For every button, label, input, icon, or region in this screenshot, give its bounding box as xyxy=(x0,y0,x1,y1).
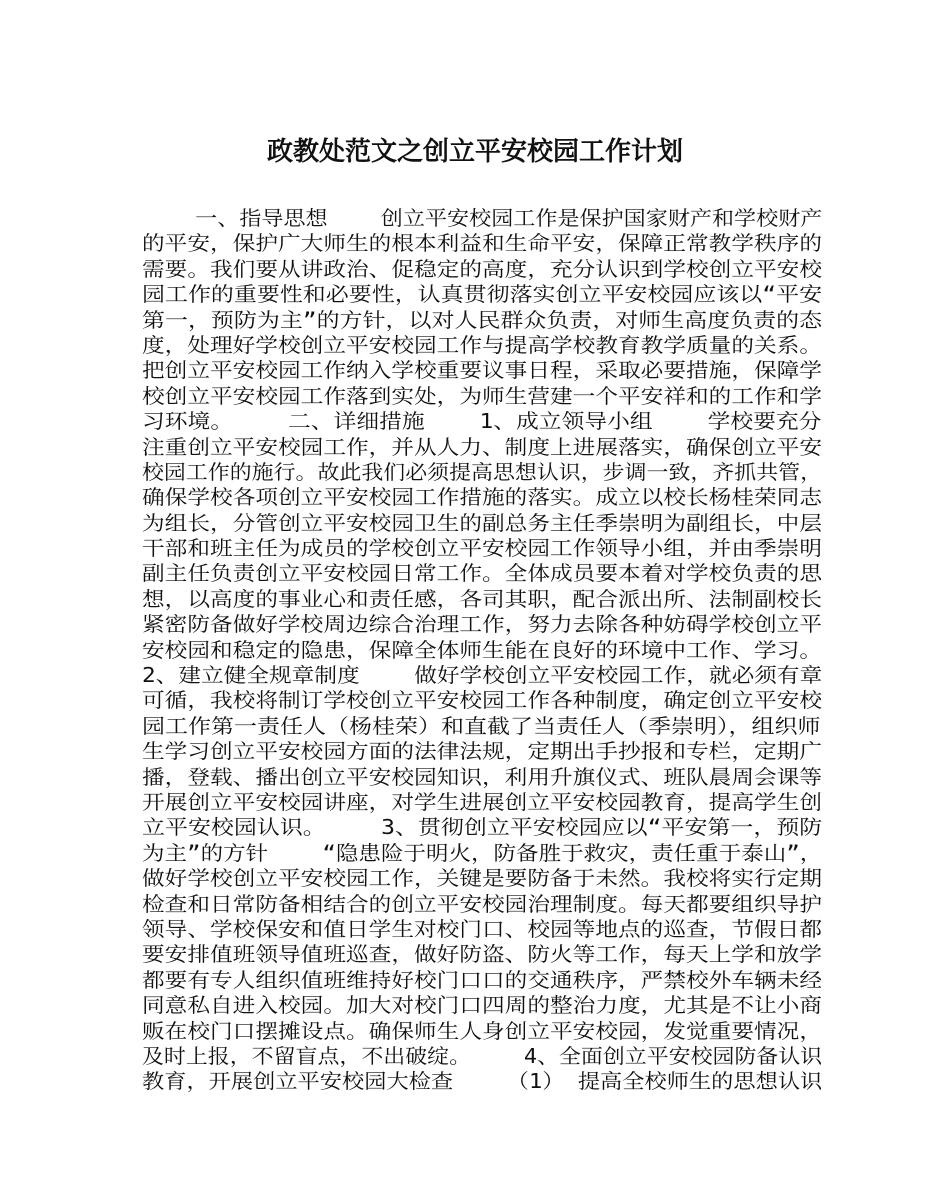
body-text-line: 园工作的重要性和必要性，认真贯彻落实创立平安校园应该以“平安 xyxy=(142,282,823,307)
body-text-line: 播，登载、播出创立平安校园知识，利用升旗仪式、班队晨周会课等 xyxy=(142,764,822,789)
body-text-line: 贩在校门口摆摊设点。确保师生人身创立平安校园，发觉重要情况， xyxy=(142,1018,822,1043)
body-text-line: 领导、学校保安和值日学生对校门口、校园等地点的巡查，节假日都 xyxy=(142,916,822,941)
body-text-line: 把创立平安校园工作纳入学校重要议事日程，采取必要措施，保障学 xyxy=(142,358,822,383)
body-text-line: 园工作第一责任人（杨桂荣）和直截了当责任人（季崇明），组织师 xyxy=(142,713,821,738)
body-text-line: 2、建立健全规章制度 做好学校创立平安校园工作，就必须有章 xyxy=(142,663,823,688)
body-text-line: 为组长，分管创立平安校园卫生的副总务主任季崇明为副组长，中层 xyxy=(142,510,822,535)
document-title: 政教处范文之创立平安校园工作计划 xyxy=(266,137,683,167)
body-text-line: 干部和班主任为成员的学校创立平安校园工作领导小组，并由季崇明 xyxy=(142,536,822,561)
body-text-line: 第一，预防为主”的方针，以对人民群众负责，对师生高度负责的态 xyxy=(142,307,823,332)
body-text-line: 习环境。 二、详细措施 1、成立领导小组 学校要充分 xyxy=(142,409,822,434)
body-text-line: 都要有专人组织值班维持好校门口口的交通秩序，严禁校外车辆未经 xyxy=(142,967,822,992)
body-text-line: 度，处理好学校创立平安校园工作与提高学校教育教学质量的关系。 xyxy=(142,332,822,357)
body-text-line: 教育，开展创立平安校园大检查 （1） 提高全校师生的思想认识 xyxy=(142,1069,823,1094)
body-text-line: 安校园和稳定的隐患，保障全体师生能在良好的环境中工作、学习。 xyxy=(142,637,822,662)
body-text-line: 检查和日常防备相结合的创立平安校园治理制度。每天都要组织导护 xyxy=(142,891,822,916)
body-text-line: 想，以高度的事业心和责任感，各司其职，配合派出所、法制副校长 xyxy=(142,586,822,611)
body-text-line: 紧密防备做好学校周边综合治理工作，努力去除各种妨碍学校创立平 xyxy=(142,612,822,637)
body-text-line: 的平安，保护广大师生的根本利益和生命平安，保障正常教学秩序的 xyxy=(142,231,822,256)
body-text-line: 要安排值班领导值班巡查，做好防盗、防火等工作，每天上学和放学 xyxy=(142,942,822,967)
body-text-line: 开展创立平安校园讲座，对学生进展创立平安校园教育，提高学生创 xyxy=(142,789,822,814)
body-text-line: 可循，我校将制订学校创立平安校园工作各种制度，确定创立平安校 xyxy=(142,688,822,713)
body-text-line: 一、指导思想 创立平安校园工作是保护国家财产和学校财产 xyxy=(142,206,823,230)
body-text-line: 需要。我们要从讲政治、促稳定的高度，充分认识到学校创立平安校 xyxy=(142,256,822,281)
body-text-line: 校园工作的施行。故此我们必须提高思想认识，步调一致，齐抓共管， xyxy=(142,459,822,484)
body-text-line: 校创立平安校园工作落到实处，为师生营建一个平安祥和的工作和学 xyxy=(142,383,822,408)
body-text-line: 副主任负责创立平安校园日常工作。全体成员要本着对学校负责的思 xyxy=(142,561,822,586)
body-text-line: 立平安校园认识。 3、贯彻创立平安校园应以“平安第一，预防 xyxy=(142,815,823,840)
body-text-line: 及时上报，不留盲点，不出破绽。 4、全面创立平安校园防备认识 xyxy=(142,1043,823,1068)
document-body xyxy=(142,206,822,1095)
body-text-line: 注重创立平安校园工作，并从人力、制度上进展落实，确保创立平安 xyxy=(142,434,822,459)
body-text-line: 生学习创立平安校园方面的法律法规，定期出手抄报和专栏，定期广 xyxy=(142,739,822,764)
body-text-line: 同意私自进入校园。加大对校门口四周的整治力度，尤其是不让小商 xyxy=(142,993,822,1018)
body-text-line: 确保学校各项创立平安校园工作措施的落实。成立以校长杨桂荣同志 xyxy=(142,485,822,510)
body-text-line: 为主”的方针 “隐患险于明火，防备胜于救灾，责任重于泰山”， xyxy=(142,840,823,865)
body-text-line: 做好学校创立平安校园工作，关键是要防备于未然。我校将实行定期 xyxy=(142,866,822,891)
